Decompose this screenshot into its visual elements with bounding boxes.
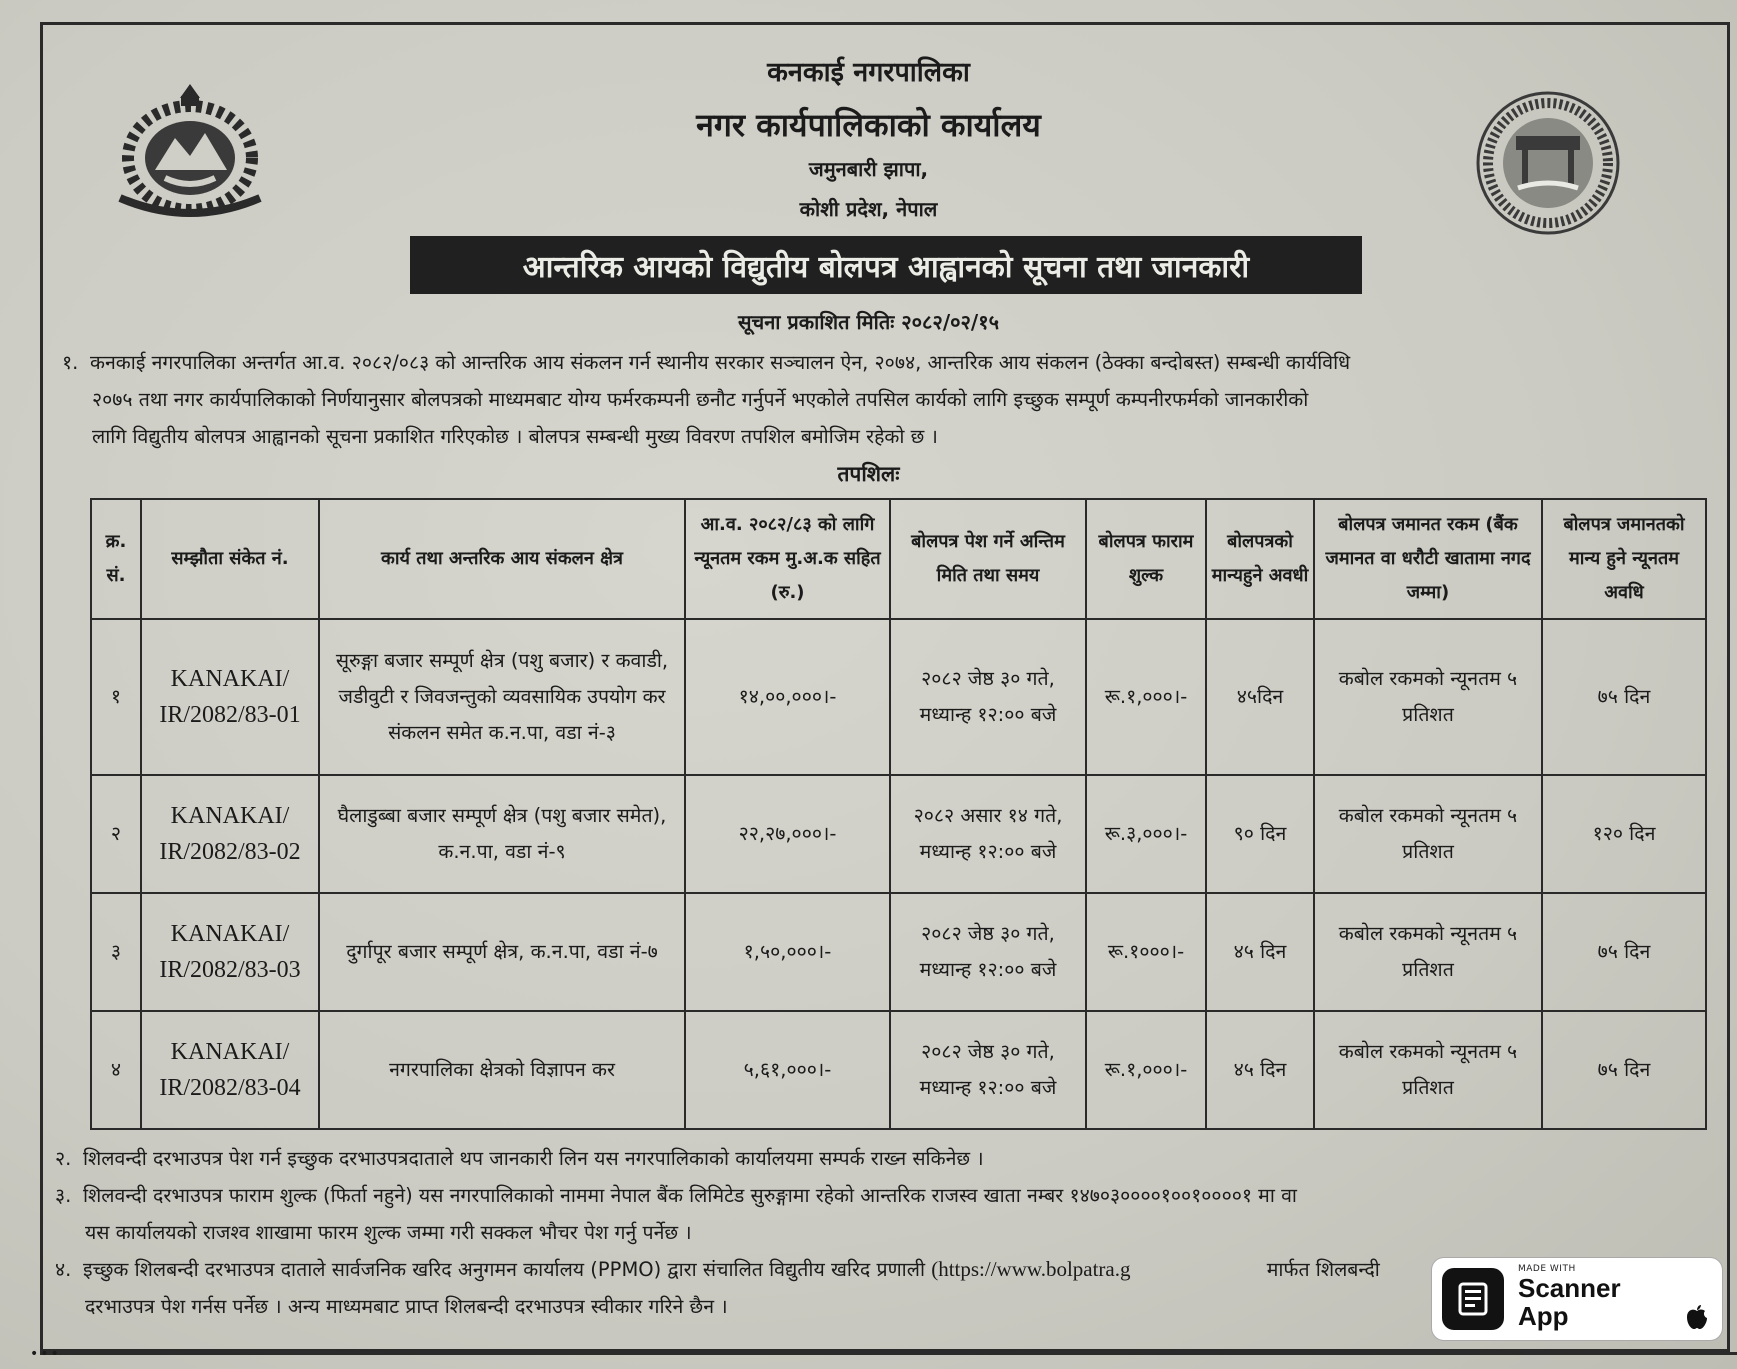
cell-amount: १४,००,०००।- [685, 619, 890, 775]
note-number: २. [55, 1147, 72, 1170]
apple-logo-icon [1686, 1304, 1708, 1336]
cell-area: दुर्गापूर बजार सम्पूर्ण क्षेत्र, क.न.पा, वडा नं-७ [319, 893, 685, 1011]
cell-guarantee-validity: ७५ दिन [1542, 1011, 1706, 1129]
cell-guarantee-validity: १२० दिन [1542, 775, 1706, 893]
cell-validity: ४५ दिन [1206, 893, 1314, 1011]
cell-serial: ३ [91, 893, 141, 1011]
para-line: कनकाई नगरपालिका अन्तर्गत आ.व. २०८२/०८३ को आन्तरिक आय संकलन गर्न स्थानीय सरकार सञ्चालन ऐन, २०७४, आन्तरिक आय संकलन (ठेक्का बन्दोबस्त) सम्बन्धी कार्यविधि [90, 351, 1351, 374]
cell-guarantee: कबोल रकमको न्यूनतम ५ प्रतिशत [1314, 619, 1542, 775]
table-row [91, 893, 1706, 1011]
tender-table [90, 498, 1707, 1130]
ppmo-url: (https://www.bolpatra.g [931, 1257, 1131, 1281]
cell-guarantee: कबोल रकमको न्यूनतम ५ प्रतिशत [1314, 775, 1542, 893]
header-code: सम्झौता संकेत नं. [141, 499, 319, 619]
watermark-title-2: App [1518, 1301, 1569, 1331]
cell-amount: ५,६१,०००।- [685, 1011, 890, 1129]
table-header-row [91, 499, 1706, 619]
para-line: २०७५ तथा नगर कार्यपालिकाको निर्णयानुसार बोलपत्रको माध्यमबाट योग्य फर्मरकम्पनी छनौट गर्नुपर्ने भएकोले तपसिल कार्यको लागि इच्छुक सम्पूर्ण कम्पनीरफर्मको जानकारीको [92, 388, 1309, 411]
cell-validity: ४५ दिन [1206, 1011, 1314, 1129]
cell-fee: रू.१,०००।- [1086, 619, 1206, 775]
note-number: ४. [55, 1258, 72, 1281]
office-address: जमुनबारी झापा, [808, 157, 929, 181]
table-row [91, 619, 1706, 775]
cell-fee: रू.१,०००।- [1086, 1011, 1206, 1129]
table-label: तपशिलः [837, 462, 900, 486]
note-line: दरभाउपत्र पेश गर्नस पर्नेछ । अन्य माध्यमबाट प्राप्त शिलबन्दी दरभाउपत्र स्वीकार गरिने छैन । [85, 1295, 728, 1318]
header-fee: बोलपत्र फाराम शुल्क [1086, 499, 1206, 619]
table-row [91, 1011, 1706, 1129]
cell-fee: रू.३,०००।- [1086, 775, 1206, 893]
cell-area: नगरपालिका क्षेत्रको विज्ञापन कर [319, 1011, 685, 1129]
note-number: ३. [55, 1184, 72, 1207]
header-guarantee-validity: बोलपत्र जमानतको मान्य हुने न्यूनतम अवधि [1542, 499, 1706, 619]
header-deadline: बोलपत्र पेश गर्ने अन्तिम मिति तथा समय [890, 499, 1086, 619]
cell-code: KANAKAI/ IR/2082/83-02 [141, 775, 319, 893]
cell-code: KANAKAI/ IR/2082/83-04 [141, 1011, 319, 1129]
header-area: कार्य तथा अन्तरिक आय संकलन क्षेत्र [319, 499, 685, 619]
table-row [91, 775, 1706, 893]
edge-dots: ••• [30, 1346, 61, 1362]
cell-amount: २२,२७,०००।- [685, 775, 890, 893]
cell-validity: ४५दिन [1206, 619, 1314, 775]
cell-serial: ४ [91, 1011, 141, 1129]
office-name: नगर कार्यपालिकाको कार्यालय [696, 106, 1041, 144]
scanner-app-watermark [1432, 1258, 1722, 1340]
cell-guarantee: कबोल रकमको न्यूनतम ५ प्रतिशत [1314, 1011, 1542, 1129]
cell-serial: २ [91, 775, 141, 893]
cell-guarantee: कबोल रकमको न्यूनतम ५ प्रतिशत [1314, 893, 1542, 1011]
office-province: कोशी प्रदेश, नेपाल [799, 197, 938, 221]
cell-area: घैलाडुब्बा बजार सम्पूर्ण क्षेत्र (पशु बजार समेत), क.न.पा, वडा नं-९ [319, 775, 685, 893]
intro-paragraph [62, 344, 1712, 455]
note-line: मार्फत शिलबन्दी [1266, 1258, 1380, 1281]
cell-area: सूरुङ्गा बजार सम्पूर्ण क्षेत्र (पशु बजार) र कवाडी, जडीवुटी र जिवजन्तुको व्यवसायिक उपयोग कर संकलन समेत क.न.पा, वडा नं-३ [319, 619, 685, 775]
notice-title-banner: आन्तरिक आयको विद्युतीय बोलपत्र आह्वानको सूचना तथा जानकारी [410, 236, 1362, 294]
note-line: इच्छुक शिलबन्दी दरभाउपत्र दाताले सार्वजनिक खरिद अनुगमन कार्यालय (PPMO) द्वारा संचालित विद्युतीय खरिद प्रणाली [83, 1258, 926, 1281]
cell-fee: रू.१०००।- [1086, 893, 1206, 1011]
municipality-name: कनकाई नगरपालिका [767, 57, 970, 88]
note-line: यस कार्यालयको राजश्व शाखामा फारम शुल्क जम्मा गरी सक्कल भौचर पेश गर्नु पर्नेछ । [85, 1221, 692, 1244]
note-line: शिलवन्दी दरभाउपत्र फाराम शुल्क (फिर्ता नहुने) यस नगरपालिकाको नाममा नेपाल बैंक लिमिटेड सुरुङ्गामा रहेको आन्तरिक राजस्व खाता नम्बर १४७०३००००१००१००००१ मा वा [83, 1184, 1297, 1207]
cell-guarantee-validity: ७५ दिन [1542, 893, 1706, 1011]
cell-code: KANAKAI/ IR/2082/83-01 [141, 619, 319, 775]
cell-validity: ९० दिन [1206, 775, 1314, 893]
cell-deadline: २०८२ जेष्ठ ३० गते, मध्यान्ह १२:०० बजे [890, 893, 1086, 1011]
header-guarantee: बोलपत्र जमानत रकम (बैंक जमानत वा धरौटी खातामा नगद जम्मा) [1314, 499, 1542, 619]
header-serial: क्र. सं. [91, 499, 141, 619]
note-item [55, 1177, 1715, 1251]
para-number: १. [62, 351, 79, 374]
cell-guarantee-validity: ७५ दिन [1542, 619, 1706, 775]
cell-serial: १ [91, 619, 141, 775]
cell-amount: १,५०,०००।- [685, 893, 890, 1011]
scanner-app-icon [1442, 1268, 1504, 1330]
watermark-title: Scanner [1518, 1273, 1621, 1303]
para-line: लागि विद्युतीय बोलपत्र आह्वानको सूचना प्रकाशित गरिएकोछ । बोलपत्र सम्बन्धी मुख्य विवरण तपशिल बमोजिम रहेको छ । [92, 425, 938, 448]
header-validity: बोलपत्रको मान्यहुने अवधी [1206, 499, 1314, 619]
note-line: शिलवन्दी दरभाउपत्र पेश गर्न इच्छुक दरभाउपत्रदाताले थप जानकारी लिन यस नगरपालिकाको कार्यालयमा सम्पर्क राख्न सकिनेछ । [83, 1147, 984, 1170]
cell-deadline: २०८२ जेष्ठ ३० गते, मध्यान्ह १२:०० बजे [890, 619, 1086, 775]
publish-date: सूचना प्रकाशित मितिः २०८२/०२/१५ [737, 310, 1000, 334]
watermark-caption: MADE WITH [1518, 1264, 1576, 1274]
bottom-rule [40, 1352, 1737, 1355]
cell-deadline: २०८२ जेष्ठ ३० गते, मध्यान्ह १२:०० बजे [890, 1011, 1086, 1129]
cell-code: KANAKAI/ IR/2082/83-03 [141, 893, 319, 1011]
note-item [55, 1140, 1715, 1177]
cell-deadline: २०८२ असार १४ गते, मध्यान्ह १२:०० बजे [890, 775, 1086, 893]
header-amount: आ.व. २०८२/८३ को लागि न्यूनतम रकम मु.अ.क सहित (रु.) [685, 499, 890, 619]
